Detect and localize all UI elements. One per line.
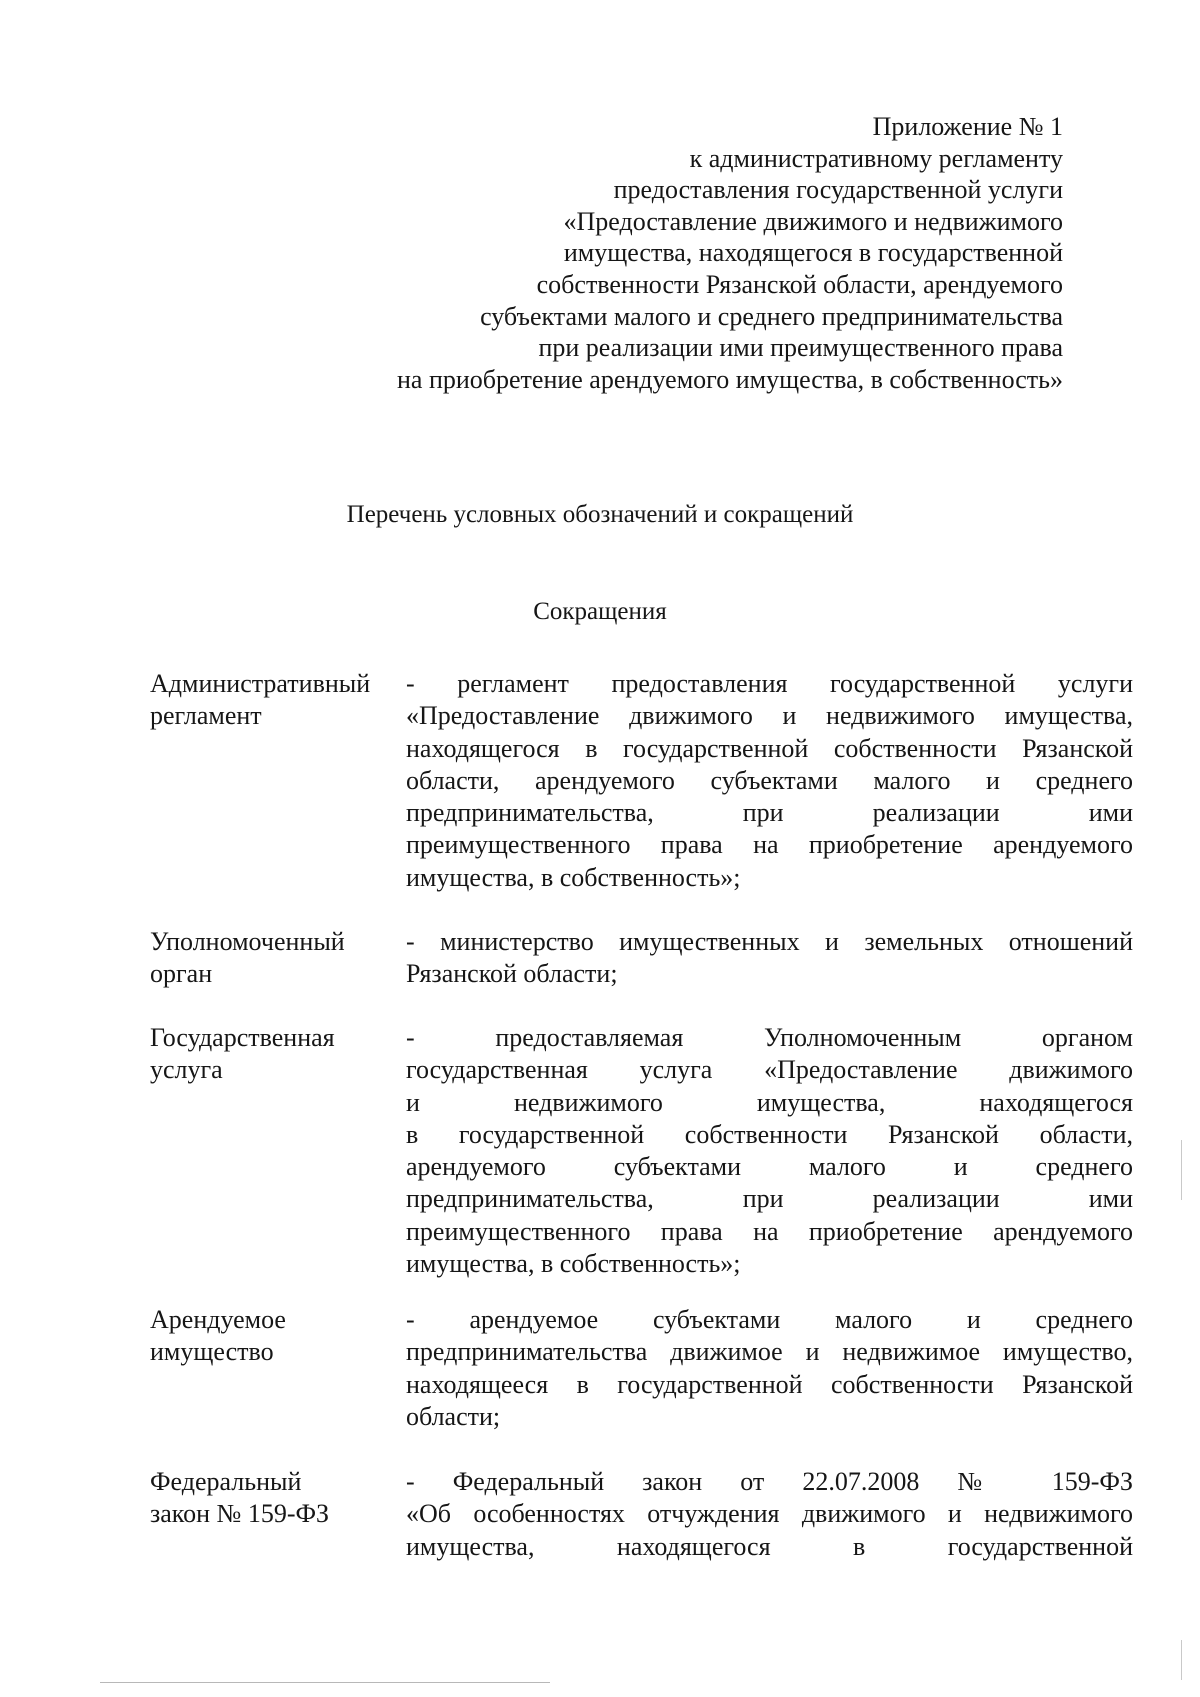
term-line: Уполномоченный	[150, 927, 345, 956]
term-line: Административный	[150, 669, 371, 698]
definition-line: Рязанской области;	[406, 959, 618, 989]
definition-line: в государственной собственности Рязанской области,	[406, 1119, 1133, 1149]
entry-term	[150, 1022, 400, 1087]
definition-line: - Федеральный закон от 22.07.2008 № 159-ФЗ	[406, 1467, 1133, 1496]
definition-line: предпринимательства, при реализации ими	[406, 1184, 1133, 1214]
entry-term	[150, 668, 400, 733]
definition-line: государственная услуга «Предоставление движимого	[406, 1055, 1133, 1085]
section-title: Сокращения	[533, 598, 667, 625]
appendix-line: к административному регламенту	[689, 143, 1063, 173]
definition-line: арендуемого субъектами малого и среднего	[406, 1152, 1133, 1182]
entry-definition	[406, 926, 1133, 991]
appendix-line: имущества, находящегося в государственной	[563, 238, 1063, 268]
scan-artifact-edge	[1181, 1140, 1182, 1200]
definition-line: находящееся в государственной собственности Рязанской	[406, 1369, 1133, 1399]
definition-line: области, арендуемого субъектами малого и среднего	[406, 765, 1133, 795]
entry-definition	[406, 1466, 1133, 1563]
definition-line: предпринимательства движимое и недвижимое имущество,	[406, 1337, 1133, 1367]
term-line: услуга	[150, 1055, 223, 1085]
entry-definition	[406, 1022, 1133, 1280]
definition-line: преимущественного права на приобретение арендуемого	[406, 1216, 1133, 1246]
scan-artifact-edge	[1181, 1640, 1182, 1680]
definition-line: - министерство имущественных и земельных отношений	[406, 927, 1133, 956]
definition-line: имущества, находящегося в государственной	[406, 1531, 1133, 1561]
definition-line: «Предоставление движимого и недвижимого имущества,	[406, 701, 1133, 731]
appendix-line: на приобретение арендуемого имущества, в собственность»	[396, 364, 1063, 394]
appendix-line: при реализации ими преимущественного права	[538, 333, 1063, 363]
definition-line: имущества, в собственность»;	[406, 862, 741, 892]
term-line: регламент	[150, 701, 262, 731]
definition-line: «Об особенностях отчуждения движимого и недвижимого	[406, 1499, 1133, 1529]
document-title: Перечень условных обозначений и сокращений	[346, 501, 854, 528]
term-line: орган	[150, 959, 213, 989]
definition-line: находящегося в государственной собственности Рязанской	[406, 733, 1133, 763]
appendix-line: предоставления государственной услуги	[613, 175, 1063, 205]
appendix-line: Приложение № 1	[872, 112, 1063, 141]
term-line: Государственная	[150, 1023, 335, 1052]
term-line: закон № 159-ФЗ	[150, 1499, 330, 1529]
appendix-line: «Предоставление движимого и недвижимого	[563, 206, 1063, 236]
appendix-header	[397, 111, 1063, 395]
entry-term	[150, 926, 400, 991]
definition-line: преимущественного права на приобретение арендуемого	[406, 830, 1133, 860]
term-line: Федеральный	[150, 1467, 302, 1496]
definition-line: - регламент предоставления государственной услуги	[406, 669, 1133, 698]
definition-line: - арендуемое субъектами малого и среднего	[406, 1305, 1133, 1334]
definition-line: предпринимательства, при реализации ими	[406, 798, 1133, 828]
entry-definition	[406, 1304, 1133, 1433]
entry-definition	[406, 668, 1133, 894]
entry-term	[150, 1304, 400, 1369]
definition-line: области;	[406, 1401, 501, 1431]
term-line: имущество	[150, 1337, 274, 1367]
entry-term	[150, 1466, 400, 1531]
definition-line: - предоставляемая Уполномоченным органом	[406, 1023, 1133, 1052]
definition-line: и недвижимого имущества, находящегося	[406, 1087, 1133, 1117]
term-line: Арендуемое	[150, 1305, 286, 1334]
appendix-line: собственности Рязанской области, арендуемого	[536, 269, 1063, 299]
scan-artifact-line	[100, 1682, 550, 1683]
appendix-line: субъектами малого и среднего предпринимательства	[480, 301, 1063, 331]
definition-line: имущества, в собственность»;	[406, 1249, 741, 1279]
